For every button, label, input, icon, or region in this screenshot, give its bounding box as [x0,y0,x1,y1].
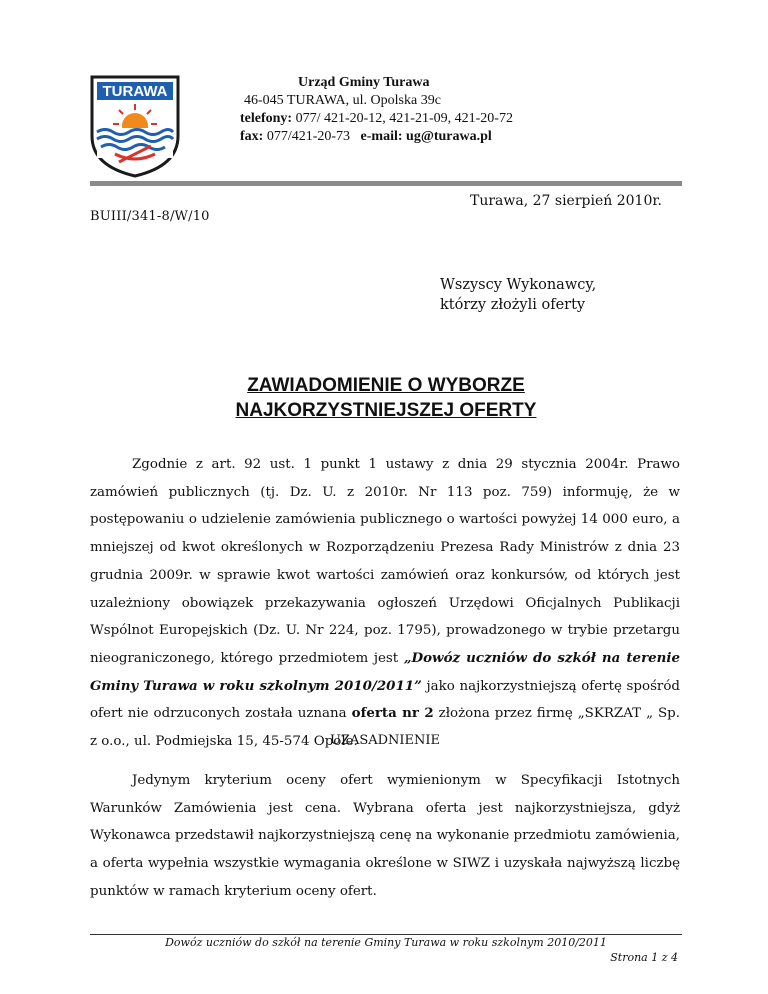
selected-offer: oferta nr 2 [351,705,434,722]
footer-rule [90,934,682,935]
document-title: ZAWIADOMIENIE O WYBORZE NAJKORZYSTNIEJSZEJ OFERTY [235,375,537,421]
svg-text:TURAWA: TURAWA [102,83,168,100]
letter-date: Turawa, 27 sierpień 2010r. [470,193,662,209]
recipient-line: którzy złożyli oferty [440,297,586,313]
contract-subject: „Dowóz uczniów do szkół na terenie Gminy Turawa w roku szkolnym 2010/2011” [90,649,680,694]
recipient-block [440,275,596,315]
letterhead [230,74,530,146]
page-number: Strona 1 z 4 [610,951,678,964]
footer-title: Dowóz uczniów do szkół na terenie Gminy Turawa w roku szkolnym 2010/2011 [165,936,607,949]
office-address: 46-045 TURAWA, ul. Opolska 39c [244,93,441,108]
main-paragraph: Zgodnie z art. 92 ust. 1 punkt 1 ustawy z dnia 29 stycznia 2004r. Prawo zamówień publicznych (tj. Dz. U. z 2010r. Nr 113 poz. 759) informuję, że w postępowaniu o udzielenie zamówienia publicznego o wartości powyżej 14 000 euro, a mniejszej od kwot określonych w Rozporządzeniu Prezesa Rady Ministrów z dnia 23 grudnia 2009r. w sprawie kwot wartości zamówień oraz konkursów, od których jest uzależniony obowiązek przekazywania ogłoszeń Urzędowi Oficjalnych Publikacji Wspólnot Europejskich (Dz. U. Nr 224, poz. 1795), prowadzonego w trybie przetargu nieograniczonego, którego przedmiotem jest „Dowóz uczniów do szkół na terenie Gminy Turawa w roku szkolnym 2010/2011” jako najkorzystniejszą ofertę spośród ofert nie odrzuconych została uznana oferta nr 2 złożona przez firmę „SKRZAT „ Sp. z o.o., ul. Podmiejska 15, 45-574 Opole. [90,457,681,750]
office-phones: telefony: 077/ 421-20-12, 421-21-09, 421-20-72 [240,111,513,126]
header-rule [90,181,682,186]
justification-paragraph: Jedynym kryterium oceny ofert wymienionym w Specyfikacji Istotnych Warunków Zamówienia jest cena. Wybrana oferta jest najkorzystniejsza, gdyż Wykonawca przedstawił najkorzystniejszą cenę na wykonanie przedmiotu zamówienia, a oferta wypełnia wszystkie wymagania określone w SIWZ i uzyskała najwyższą liczbę punktów w ramach kryterium oceny ofert. [90,773,680,899]
recipient-line: Wszyscy Wykonawcy, [440,277,597,293]
section-heading: UZASADNIENIE [329,733,441,748]
municipality-crest-logo [89,74,181,178]
office-fax-email: fax: 077/421-20-73 e-mail: ug@turawa.pl [240,129,492,144]
office-name: Urząd Gminy Turawa [298,75,430,90]
reference-number: BUIII/341-8/W/10 [90,209,210,224]
